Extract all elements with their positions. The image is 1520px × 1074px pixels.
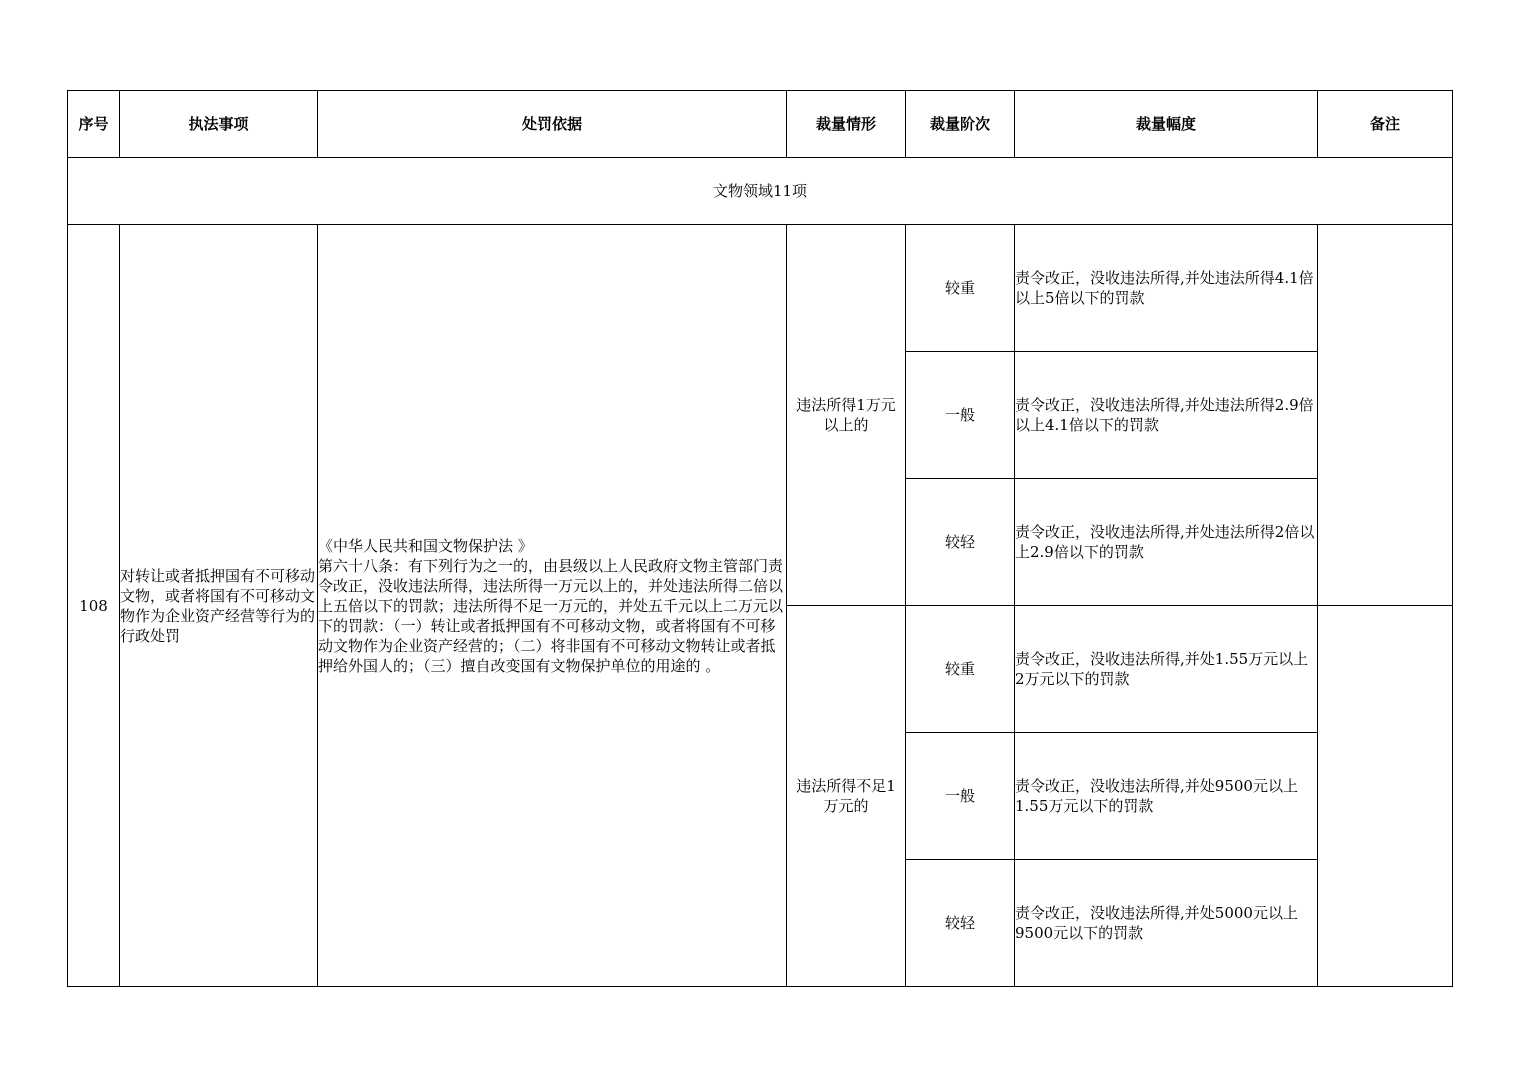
scenario-situation: 违法所得1万元以上的 xyxy=(787,225,906,606)
header-number: 序号 xyxy=(68,91,120,158)
scenario-range: 责令改正，没收违法所得,并处1.55万元以上2万元以下的罚款 xyxy=(1015,606,1318,733)
scenario-range: 责令改正，没收违法所得,并处5000元以上9500元以下的罚款 xyxy=(1015,860,1318,987)
scenario-grade: 较重 xyxy=(906,225,1015,352)
penalty-discretion-table xyxy=(67,90,1453,987)
header-range: 裁量幅度 xyxy=(1015,91,1318,158)
header-grade: 裁量阶次 xyxy=(906,91,1015,158)
record-basis: 《中华人民共和国文物保护法 》 第六十八条：有下列行为之一的，由县级以上人民政府文物主管部门责令改正，没收违法所得，违法所得一万元以上的，并处违法所得二倍以上五倍以下的罚款；违法所得不足一万元的，并处五千元以上二万元以下的罚款：（一）转让或者抵押国有不可移动文物，或者将国有不可移动文物作为企业资产经营的；（二）将非国有不可移动文物转让或者抵押给外国人的；（三）擅自改变国有文物保护单位的用途的 。 xyxy=(318,225,787,987)
table-row xyxy=(68,225,1453,352)
scenario-grade: 较轻 xyxy=(906,479,1015,606)
scenario-situation: 违法所得不足1万元的 xyxy=(787,606,906,987)
scenario-range: 责令改正，没收违法所得,并处违法所得2.9倍以上4.1倍以下的罚款 xyxy=(1015,352,1318,479)
header-matter: 执法事项 xyxy=(120,91,318,158)
header-situation: 裁量情形 xyxy=(787,91,906,158)
scenario-grade: 较重 xyxy=(906,606,1015,733)
scenario-range: 责令改正，没收违法所得,并处9500元以上1.55万元以下的罚款 xyxy=(1015,733,1318,860)
header-remark: 备注 xyxy=(1318,91,1453,158)
scenario-grade: 较轻 xyxy=(906,860,1015,987)
scenario-grade: 一般 xyxy=(906,352,1015,479)
scenario-remark xyxy=(1318,606,1453,987)
section-row xyxy=(68,158,1453,225)
header-row xyxy=(68,91,1453,158)
record-matter: 对转让或者抵押国有不可移动文物，或者将国有不可移动文物作为企业资产经营等行为的行政处罚 xyxy=(120,225,318,987)
scenario-grade: 一般 xyxy=(906,733,1015,860)
scenario-remark xyxy=(1318,225,1453,606)
record-number: 108 xyxy=(68,225,120,987)
scenario-range: 责令改正，没收违法所得,并处违法所得2倍以上2.9倍以下的罚款 xyxy=(1015,479,1318,606)
section-title: 文物领域11项 xyxy=(68,158,1453,225)
header-basis: 处罚依据 xyxy=(318,91,787,158)
scenario-range: 责令改正，没收违法所得,并处违法所得4.1倍以上5倍以下的罚款 xyxy=(1015,225,1318,352)
